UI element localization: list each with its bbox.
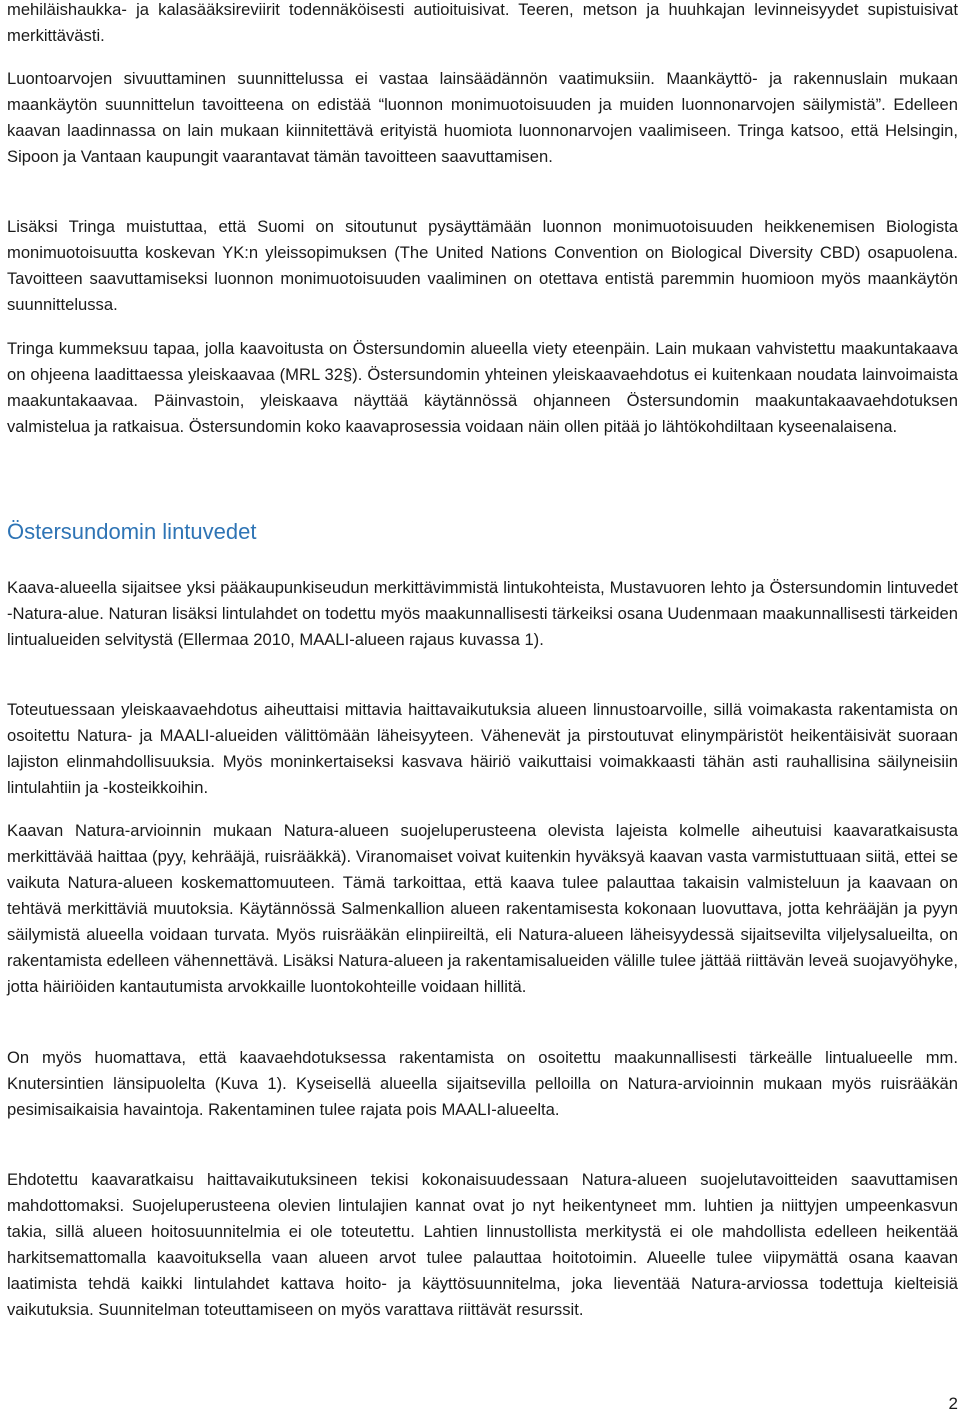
paragraph-conclusion: Ehdotettu kaavaratkaisu haittavaikutuksineen tekisi kokonaisuudessaan Natura-alueen suojelutavoitteiden saavuttamisen mahdottomaksi. Suojeluperusteena olevien lintulajien kannat ovat jo nyt heikentyneet mm. luhtien ja niittyjen umpeenkasvun takia, sillä alueen hoitosuunnitelmia ei ole toteutettu. Lahtien linnustollista merkitystä ei ole mahdollista edelleen heikentää harkitsemattomalla kaavoituksella vaan alueen arvot tulee palauttaa hoitotoimin. Alueelle tulee viipymättä osana kaavan laatimista tehdä kaikki lintulahdet kattava hoito- ja käyttösuunnitelma, joka lieventää Natura-arviossa todettuja kielteisiä vaikutuksia. Suunnitelman toteuttamiseen on myös varattava riittävät resurssit. <box>7 1170 958 1319</box>
section-heading: Östersundomin lintuvedet <box>7 519 257 544</box>
page-number: 2 <box>948 1394 958 1413</box>
paragraph-planning-process: Tringa kummeksuu tapaa, jolla kaavoitusta on Östersundomin alueella viety eteenpäin. Lain mukaan vahvistettu maakuntakaava on ohjeena laadittaessa yleiskaavaa (MRL 32§). Östersundomin yhteinen yleiskaavaehdotus ei kuitenkaan noudata lainvoimaista maakuntakaavaa. Päinvastoin, yleiskaava näyttää käytännössä ohjanneen Östersundomin maakuntakaavaehdotuksen valmistelua ja ratkaisua. Östersundomin koko kaavaprosessia voidaan näin ollen pitää jo lähtökohdiltaan kyseenalaisena. <box>7 339 958 436</box>
paragraph-maali-area: On myös huomattava, että kaavaehdotuksessa rakentamista on osoitettu maakunnallisesti tärkeälle lintualueelle mm. Knutersintien länsipuolelta (Kuva 1). Kyseisellä alueella sijaitsevilla pelloilla on Natura-arvioinnin mukaan myös ruisrääkän pesimisaikaisia havaintoja. Rakentaminen tulee rajata pois MAALI-alueelta. <box>7 1048 958 1119</box>
paragraph-legislation: Luontoarvojen sivuuttaminen suunnittelussa ei vastaa lainsäädännön vaatimuksiin. Maankäyttö- ja rakennuslain mukaan maankäytön suunnittelun tavoitteena on edistää “luonnon monimuotoisuuden ja muiden luonnonarvojen säilymistä”. Edelleen kaavan laadinnassa on lain mukaan kiinnitettävä erityistä huomiota luonnonarvojen vaalimiseen. Tringa katsoo, että Helsingin, Sipoon ja Vantaan kaupungit vaarantavat tämän tavoitteen saavuttamisen. <box>7 69 958 166</box>
paragraph-natura-assessment: Kaavan Natura-arvioinnin mukaan Natura-alueen suojeluperusteena olevista lajeista kolmelle aiheutuisi kaavaratkaisusta merkittävää haittaa (pyy, kehrääjä, ruisrääkkä). Viranomaiset voivat kuitenkin hyväksyä kaavan vasta varmistuttuaan siitä, ettei se vaikuta Natura-alueen koskemattomuuteen. Tämä tarkoittaa, että kaava tulee palauttaa takaisin valmisteluun ja kaavaan on tehtävä merkittäviä muutoksia. Käytännössä Salmenkallion alueen rakentamisesta kokonaan luovuttava, jotta kehrääjän ja pyyn säilymistä alueella voidaan turvata. Myös ruisrääkän elinpiireiltä, eli Natura-alueen läheisyydessä sijaitsevilta viljelysalueilta, on rakentamista edelleen vähennettävä. Lisäksi Natura-alueen ja rakentamisalueiden välille tulee jättää riittävän leveä suojavyöhyke, jotta häiriöiden kantautumista arvokkaille luontokohteille voidaan hillitä. <box>7 821 959 996</box>
paragraph-cbd-convention: Lisäksi Tringa muistuttaa, että Suomi on sitoutunut pysäyttämään luonnon monimuotoisuuden heikkenemisen Biologista monimuotoisuutta koskevan YK:n yleissopimuksen (The United Nations Convention on Biological Diversity CBD) osapuolena. Tavoitteen saavuttamiseksi luonnon monimuotoisuuden vaaliminen on otettava entistä paremmin huomioon myös maankäytön suunnittelussa. <box>7 217 958 314</box>
paragraph-impacts: Toteutuessaan yleiskaavaehdotus aiheuttaisi mittavia haittavaikutuksia alueen linnustoarvoille, sillä voimakasta rakentamista on osoitettu Natura- ja MAALI-alueiden välittömään läheisyyteen. Vähenevät ja pirstoutuvat elinympäristöt heikentäisivät suoraan lajiston elinmahdollisuuksia. Myös moninkertaiseksi kasvava häiriö vaikuttaisi voimakkaasti tähän asti rauhallisina säilyneisiin lintulahtiin ja -kosteikkoihin. <box>7 700 958 797</box>
paragraph-natura-area: Kaava-alueella sijaitsee yksi pääkaupunkiseudun merkittävimmistä lintukohteista, Mustavuoren lehto ja Östersundomin lintuvedet -Natura-alue. Naturan lisäksi lintulahdet on todettu myös maakunnallisesti tärkeiksi osana Uudenmaan maakunnallisesti tärkeiden lintualueiden selvitystä (Ellermaa 2010, MAALI-alueen rajaus kuvassa 1). <box>7 578 958 649</box>
paragraph-bird-territories: mehiläishaukka- ja kalasääksireviirit todennäköisesti autioituisivat. Teeren, metson ja huuhkajan levinneisyydet supistuisivat merkittävästi. <box>7 0 958 45</box>
